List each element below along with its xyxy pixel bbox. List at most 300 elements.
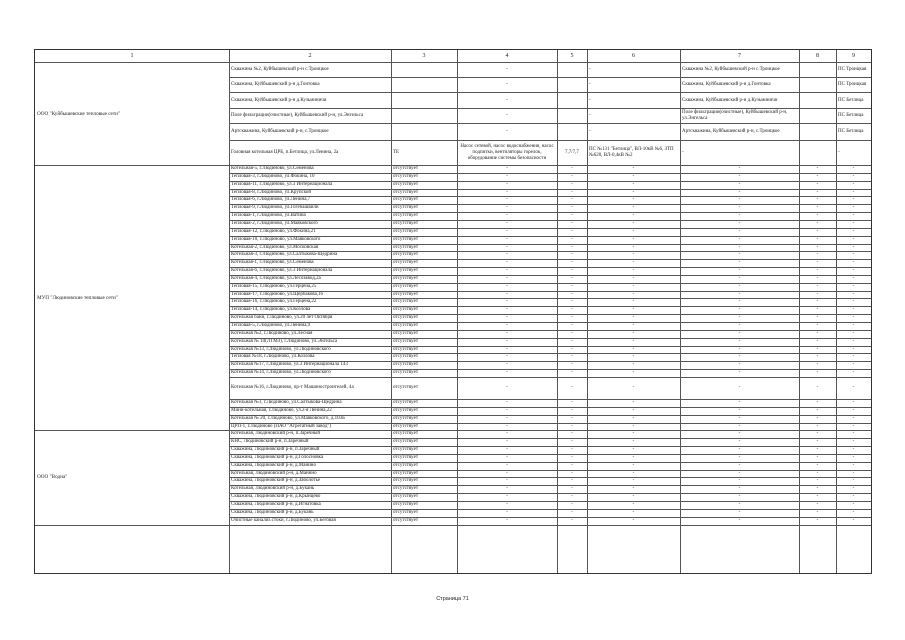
dash-cell: -	[506, 315, 508, 321]
dash-cell: -	[738, 330, 741, 336]
dash-cell: -	[816, 252, 819, 258]
object-name: Скважина, Людиновский р-н, п.Заречный	[231, 447, 320, 453]
object-name: Котельная-5, г.Людиново, ул.Семенова	[231, 166, 314, 171]
dash-cell: -	[738, 307, 741, 313]
object-name: Котельная № 20, г.Людиново, ул.Маяковского, д.103Б	[231, 415, 345, 421]
dash-cell: -	[816, 213, 819, 219]
dash-cell: -	[816, 307, 819, 313]
dash-cell: -	[816, 407, 819, 413]
column-number-2: 2	[308, 53, 312, 59]
dash-cell: -	[852, 213, 855, 219]
dash-cell: -	[571, 307, 573, 313]
dash-cell: -	[816, 362, 819, 368]
dash-cell: -	[738, 228, 741, 234]
power-reserve-cell: отсутствует	[393, 315, 419, 321]
dash-cell: -	[852, 431, 855, 437]
dash-cell: -	[816, 447, 819, 453]
dash-cell: -	[852, 384, 855, 390]
dash-cell: -	[506, 447, 508, 453]
dash-cell: -	[571, 415, 573, 421]
row-divider	[229, 525, 871, 526]
group-divider	[35, 430, 229, 431]
dash-cell: -	[738, 346, 741, 352]
power-reserve-cell: ТЕ	[393, 150, 400, 155]
object-name: Котельная-3, г.Людиново, ул.Салтыкова-Щедрина	[231, 252, 338, 258]
dash-cell: -	[816, 315, 819, 321]
dash-cell: -	[852, 478, 855, 484]
power-reserve-cell: отсутствует	[393, 181, 419, 187]
dash-cell: -	[852, 166, 855, 171]
power-reserve-cell: отсутствует	[393, 462, 419, 468]
dash-cell: -	[632, 275, 635, 281]
dash-cell: -	[738, 244, 741, 250]
dash-cell: -	[571, 423, 573, 429]
column-number-7: 7	[738, 53, 741, 59]
dash-cell: -	[571, 346, 573, 352]
organization-name: ООО "Водна"	[37, 474, 68, 481]
dash-cell: -	[632, 205, 635, 211]
dash-cell: -	[506, 399, 508, 405]
dash-cell: -	[571, 384, 573, 390]
dash-cell: -	[852, 173, 855, 179]
dash-cell: -	[506, 189, 508, 195]
dash-cell: -	[506, 462, 508, 468]
dash-cell: -	[852, 291, 855, 297]
dash-cell: -	[816, 517, 819, 523]
cell-c7: -	[682, 150, 684, 155]
cell-c6: ПС №131 "Бетлица", ВЛ-10кВ №6, ЗТП №620, ВЛ-0,4кВ №2	[589, 147, 674, 158]
dash-cell: -	[506, 323, 508, 328]
dash-cell: -	[571, 268, 573, 274]
object-name: Тепловая-6, г.Людиново, ул.Ленина,7	[231, 197, 311, 203]
power-reserve-cell: отсутствует	[393, 228, 419, 234]
dash-cell: -	[816, 509, 819, 515]
dash-cell: -	[632, 494, 635, 500]
dash-cell: -	[506, 244, 508, 250]
dash-cell: -	[738, 260, 741, 266]
dash-cell: -	[738, 236, 741, 242]
dash-cell: -	[852, 260, 855, 266]
dash-cell: -	[816, 189, 819, 195]
dash-cell: -	[738, 268, 741, 274]
object-name: Тепловая-5, г.Людиново, ул.Ленина,9	[231, 323, 311, 328]
dash-cell: -	[852, 502, 855, 507]
object-name: Скважина, Куйбышевский р-н д.Кузьминичи	[231, 97, 327, 103]
dash-cell: -	[632, 509, 635, 515]
dash-cell: -	[506, 407, 508, 413]
dash-cell: -	[852, 362, 855, 368]
power-reserve-cell: отсутствует	[393, 252, 419, 258]
dash-cell: -	[571, 330, 573, 336]
dash-cell: -	[571, 197, 573, 203]
dash-cell: -	[816, 181, 819, 187]
organization-name: ООО "Куйбышевские тепловые сети"	[37, 110, 121, 117]
power-reserve-cell: отсутствует	[393, 478, 419, 484]
dash-cell: -	[738, 486, 741, 492]
dash-cell: -	[816, 260, 819, 266]
dash-cell: -	[738, 415, 741, 421]
column-divider	[229, 50, 230, 573]
dash-cell: -	[852, 205, 855, 211]
object-name: Головная котельная ЦРБ, п.Бетлица, ул.Ленина, 2а	[231, 150, 339, 155]
cell-c7: Скважина №2, Куйбышевский р-н с.Троицкое	[682, 67, 780, 72]
dash-cell: -	[816, 173, 819, 179]
object-name: Артскважина, Куйбышевский р-н, с.Троицкое	[231, 129, 329, 134]
dash-cell: -	[738, 454, 741, 460]
dash-cell: -	[571, 315, 573, 321]
dash-cell: -	[571, 275, 573, 281]
dash-cell: -	[738, 205, 741, 211]
power-reserve-cell: отсутствует	[393, 291, 419, 297]
power-reserve-cell: отсутствует	[393, 502, 419, 507]
dash-cell: -	[571, 166, 573, 171]
dash-cell: -	[852, 454, 855, 460]
object-name: Скважина, Людиновский р-н, д.Игнатовка	[231, 502, 321, 507]
dash-cell: -	[816, 166, 819, 171]
dash-cell: -	[571, 462, 573, 468]
dash-cell: -	[632, 346, 635, 352]
dash-cell: -	[816, 431, 819, 437]
dash-cell: -	[632, 323, 635, 328]
object-name: Котельная №2, г.Людиново, ул.Лесная	[231, 330, 313, 336]
dash-cell: -	[816, 346, 819, 352]
power-reserve-cell: отсутствует	[393, 385, 419, 391]
dash-cell: -	[816, 205, 819, 211]
dash-cell: -	[632, 423, 635, 429]
dash-cell: -	[852, 447, 855, 453]
dash-cell: -	[506, 283, 508, 289]
dash-cell: -	[506, 354, 508, 360]
object-name: Очистные канализ.стоки, г.Людиново, ул.Беговая	[231, 517, 336, 523]
dash-cell: -	[738, 370, 741, 376]
dash-cell: -	[571, 431, 573, 437]
power-reserve-cell: отсутствует	[393, 268, 419, 274]
dash-cell: -	[816, 384, 819, 390]
object-name: Тепловая-2, г.Людиново, ул.Маяковского	[231, 220, 318, 226]
dash-cell: -	[632, 447, 635, 453]
dash-cell: -	[506, 213, 508, 219]
dash-cell: -	[506, 478, 508, 484]
object-name: Тепловая-17, г.Людиново, ул.Щербакова,16	[231, 291, 324, 297]
dash-cell: -	[632, 189, 635, 195]
dash-cell: -	[632, 362, 635, 368]
dash-cell: -	[816, 228, 819, 234]
dash-cell: -	[506, 415, 508, 421]
dash-cell: -	[816, 283, 819, 289]
dash-cell: -	[506, 439, 508, 445]
column-number-8: 8	[816, 53, 819, 59]
dash-cell: -	[816, 462, 819, 468]
power-reserve-cell: отсутствует	[393, 423, 419, 429]
object-name: Котельная, Людиновский р-н, п.Заречный	[231, 431, 321, 437]
power-reserve-cell: отсутствует	[393, 244, 419, 250]
dash-cell: -	[571, 354, 573, 360]
object-name: Скважина, Людиновский р-н, д.Крынцево	[231, 494, 321, 500]
dash-cell: -	[571, 228, 573, 234]
power-reserve-cell: отсутствует	[393, 213, 419, 219]
dash-cell: -	[852, 346, 855, 352]
power-reserve-cell: отсутствует	[393, 189, 419, 195]
dash-cell: -	[738, 291, 741, 297]
dash-cell: -	[571, 213, 573, 219]
dash-cell: -	[571, 370, 573, 376]
dash-cell: -	[632, 407, 635, 413]
cell-c9: ПС Троицкая	[838, 82, 867, 87]
power-reserve-cell: отсутствует	[393, 415, 419, 421]
object-name: Тепловая-3, г.Людиново, ул.Фокина, 10	[231, 173, 315, 179]
dash-cell: -	[738, 439, 741, 445]
object-name: Скважина, Людиновский р-н, д.Голосновка	[231, 454, 324, 460]
column-number-3: 3	[422, 53, 426, 59]
column-number-4: 4	[505, 53, 509, 59]
cell-c5: 7,7/7,7	[565, 150, 579, 155]
dash-cell: -	[571, 338, 573, 344]
power-reserve-cell: отсутствует	[393, 220, 419, 226]
dash-cell: -	[852, 315, 855, 321]
dash-cell: -	[571, 244, 573, 250]
dash-cell: -	[571, 291, 573, 297]
power-reserve-cell: отсутствует	[393, 330, 419, 336]
object-name: Тепловая-9, г.Людиново, ул.Гогебашвили	[231, 205, 319, 211]
dash-cell: -	[852, 517, 855, 523]
dash-cell: -	[816, 423, 819, 429]
dash-cell: -	[852, 439, 855, 445]
dash-cell: -	[852, 407, 855, 413]
dash-cell: -	[816, 370, 819, 376]
column-number-5: 5	[570, 53, 574, 59]
dash-cell: -	[852, 470, 855, 476]
dash-cell: -	[816, 197, 819, 203]
dash-cell: -	[506, 260, 508, 266]
object-name: Котельная № 10(ЛТМЗ), г.Людиново, ул.Энгельса	[231, 338, 338, 344]
cell-c9: ПС Троицкая	[838, 67, 867, 72]
dash-cell: -	[506, 173, 508, 179]
dash-cell: -	[632, 454, 635, 460]
power-reserve-cell: отсутствует	[393, 431, 419, 437]
dash-cell: -	[632, 439, 635, 445]
dash-cell: -	[738, 197, 741, 203]
dash-cell: -	[571, 362, 573, 368]
dash-cell: -	[506, 205, 508, 211]
cell-c4: -	[506, 97, 508, 103]
power-reserve-cell: отсутствует	[393, 454, 419, 460]
dash-cell: -	[816, 268, 819, 274]
dash-cell: -	[632, 315, 635, 321]
dash-cell: -	[852, 494, 855, 500]
dash-cell: -	[506, 502, 508, 507]
dash-cell: -	[506, 197, 508, 203]
dash-cell: -	[632, 517, 635, 523]
dash-cell: -	[571, 407, 573, 413]
dash-cell: -	[571, 454, 573, 460]
power-reserve-cell: отсутствует	[393, 407, 419, 413]
cell-c4: -	[506, 129, 508, 134]
power-reserve-cell: отсутствует	[393, 346, 419, 352]
dash-cell: -	[738, 407, 741, 413]
dash-cell: -	[632, 415, 635, 421]
dash-cell: -	[816, 470, 819, 476]
dash-cell: -	[738, 166, 741, 171]
dash-cell: -	[816, 502, 819, 507]
dash-cell: -	[571, 502, 573, 507]
dash-cell: -	[738, 220, 741, 226]
object-name: Котельная №14, г.Людиново, ул.Людиновского	[231, 370, 331, 376]
object-name: Скважина №2, Куйбышевский р-н с.Троицкое	[231, 67, 329, 72]
column-number-1: 1	[130, 53, 134, 59]
object-name: Котельная-2, г.Людиново, ул.Московская	[231, 244, 319, 250]
power-reserve-cell: отсутствует	[393, 299, 419, 305]
dash-cell: -	[738, 362, 741, 368]
dash-cell: -	[852, 236, 855, 242]
power-reserve-cell: отсутствует	[393, 260, 419, 266]
dash-cell: -	[852, 462, 855, 468]
object-name: Котельная, Людиновский р-н, д.Букань	[231, 486, 315, 492]
dash-cell: -	[571, 399, 573, 405]
object-name: Тепловая-10, г.Людиново, ул.Маяковского	[231, 236, 321, 242]
dash-cell: -	[852, 330, 855, 336]
power-reserve-cell: отсутствует	[393, 447, 419, 453]
dash-cell: -	[852, 370, 855, 376]
dash-cell: -	[816, 415, 819, 421]
object-name: КНС, Людиновский р-н, п.Заречный	[231, 439, 309, 445]
dash-cell: -	[816, 236, 819, 242]
cell-c7: Скважина, Куйбышевский р-н д.Кузьминичи	[682, 97, 778, 103]
object-name: Котельная-1, г.Людиново, ул.Семенова	[231, 260, 314, 266]
cell-c9: ПС Бетлица	[838, 129, 864, 134]
dash-cell: -	[506, 338, 508, 344]
dash-cell: -	[632, 384, 635, 390]
object-name: Котельная-4, г.Людиново, ул.Лесозавод,2а	[231, 275, 321, 281]
power-reserve-cell: отсутствует	[393, 197, 419, 203]
dash-cell: -	[738, 354, 741, 360]
cell-c6: -	[589, 82, 591, 87]
organization-name: МУП "Людиновские тепловые сети"	[37, 294, 118, 301]
cell-c6: -	[589, 129, 591, 134]
dash-cell: -	[571, 486, 573, 492]
dash-cell: -	[816, 244, 819, 250]
power-reserve-cell: отсутствует	[393, 494, 419, 500]
power-reserve-cell: отсутствует	[393, 166, 419, 171]
dash-cell: -	[571, 220, 573, 226]
object-name: Котельная №17, г.Людиново, ул.3 Интернационала 143	[231, 362, 348, 368]
dash-cell: -	[852, 423, 855, 429]
power-reserve-cell: отсутствует	[393, 307, 419, 313]
dash-cell: -	[571, 260, 573, 266]
dash-cell: -	[571, 509, 573, 515]
cell-c4: -	[506, 67, 508, 72]
dash-cell: -	[816, 338, 819, 344]
cell-c4: -	[506, 82, 508, 87]
dash-cell: -	[632, 181, 635, 187]
dash-cell: -	[738, 431, 741, 437]
cell-c4: -	[506, 113, 508, 118]
dash-cell: -	[632, 283, 635, 289]
dash-cell: -	[506, 486, 508, 492]
dash-cell: -	[738, 462, 741, 468]
power-reserve-cell: отсутствует	[393, 486, 419, 492]
object-name: Тепловая-1, г.Людиново, ул.Ватина	[231, 213, 306, 219]
object-name: Котельная, Людиновский р-н, д.Манино	[231, 470, 317, 476]
group-divider	[35, 165, 229, 166]
object-name: Поле фильтрации(очистные), Куйбышевский р-н, ул.Энгельса	[231, 113, 364, 118]
dash-cell: -	[738, 423, 741, 429]
dash-cell: -	[506, 275, 508, 281]
dash-cell: -	[852, 323, 855, 328]
cell-c6: -	[589, 97, 591, 103]
dash-cell: -	[571, 494, 573, 500]
dash-cell: -	[852, 244, 855, 250]
dash-cell: -	[571, 299, 573, 305]
dash-cell: -	[506, 346, 508, 352]
dash-cell: -	[506, 236, 508, 242]
power-reserve-cell: отсутствует	[393, 338, 419, 344]
dash-cell: -	[632, 338, 635, 344]
dash-cell: -	[852, 189, 855, 195]
dash-cell: -	[816, 399, 819, 405]
column-number-6: 6	[632, 53, 635, 59]
dash-cell: -	[632, 431, 635, 437]
dash-cell: -	[738, 509, 741, 515]
dash-cell: -	[571, 189, 573, 195]
dash-cell: -	[738, 213, 741, 219]
dash-cell: -	[632, 260, 635, 266]
dash-cell: -	[816, 275, 819, 281]
cell-c6: -	[589, 67, 591, 72]
cell-c6: -	[589, 113, 591, 118]
cell-c7: Скважина, Куйбышевский р-н д.Гонтовка	[682, 82, 771, 87]
dash-cell: -	[632, 252, 635, 258]
dash-cell: -	[852, 399, 855, 405]
dash-cell: -	[632, 307, 635, 313]
dash-cell: -	[852, 252, 855, 258]
dash-cell: -	[738, 299, 741, 305]
dash-cell: -	[506, 370, 508, 376]
object-name: Мини-котельная, г.Людиново, ул.2-я Ленина,22	[231, 407, 332, 413]
dash-cell: -	[816, 323, 819, 328]
dash-cell: -	[571, 173, 573, 179]
object-name: Котельная-6, г.Людиново, ул.3 Интернационала	[231, 268, 333, 274]
dash-cell: -	[506, 252, 508, 258]
dash-cell: -	[632, 470, 635, 476]
dash-cell: -	[632, 478, 635, 484]
dash-cell: -	[816, 494, 819, 500]
dash-cell: -	[816, 486, 819, 492]
column-divider	[391, 50, 392, 573]
dash-cell: -	[506, 470, 508, 476]
dash-cell: -	[632, 213, 635, 219]
dash-cell: -	[852, 299, 855, 305]
dash-cell: -	[571, 439, 573, 445]
dash-cell: -	[852, 509, 855, 515]
dash-cell: -	[632, 197, 635, 203]
dash-cell: -	[852, 181, 855, 187]
object-name: Скважина, Людиновский р-н, д.Букань	[231, 509, 314, 515]
power-reserve-cell: отсутствует	[393, 283, 419, 289]
column-number-9: 9	[852, 53, 855, 59]
dash-cell: -	[506, 362, 508, 368]
dash-cell: -	[506, 268, 508, 274]
dash-cell: -	[816, 354, 819, 360]
cell-c4: Насос сетевой, насос водоснабжения, насос подпитки, вентиляторы горелок, оборудование системы безопасности	[460, 144, 554, 161]
dash-cell: -	[632, 244, 635, 250]
power-reserve-cell: отсутствует	[393, 470, 419, 476]
dash-cell: -	[632, 399, 635, 405]
dash-cell: -	[571, 447, 573, 453]
dash-cell: -	[738, 517, 741, 523]
dash-cell: -	[506, 494, 508, 500]
dash-cell: -	[571, 470, 573, 476]
object-name: Скважина, Куйбышевский р-н д.Гонтовка	[231, 82, 320, 87]
